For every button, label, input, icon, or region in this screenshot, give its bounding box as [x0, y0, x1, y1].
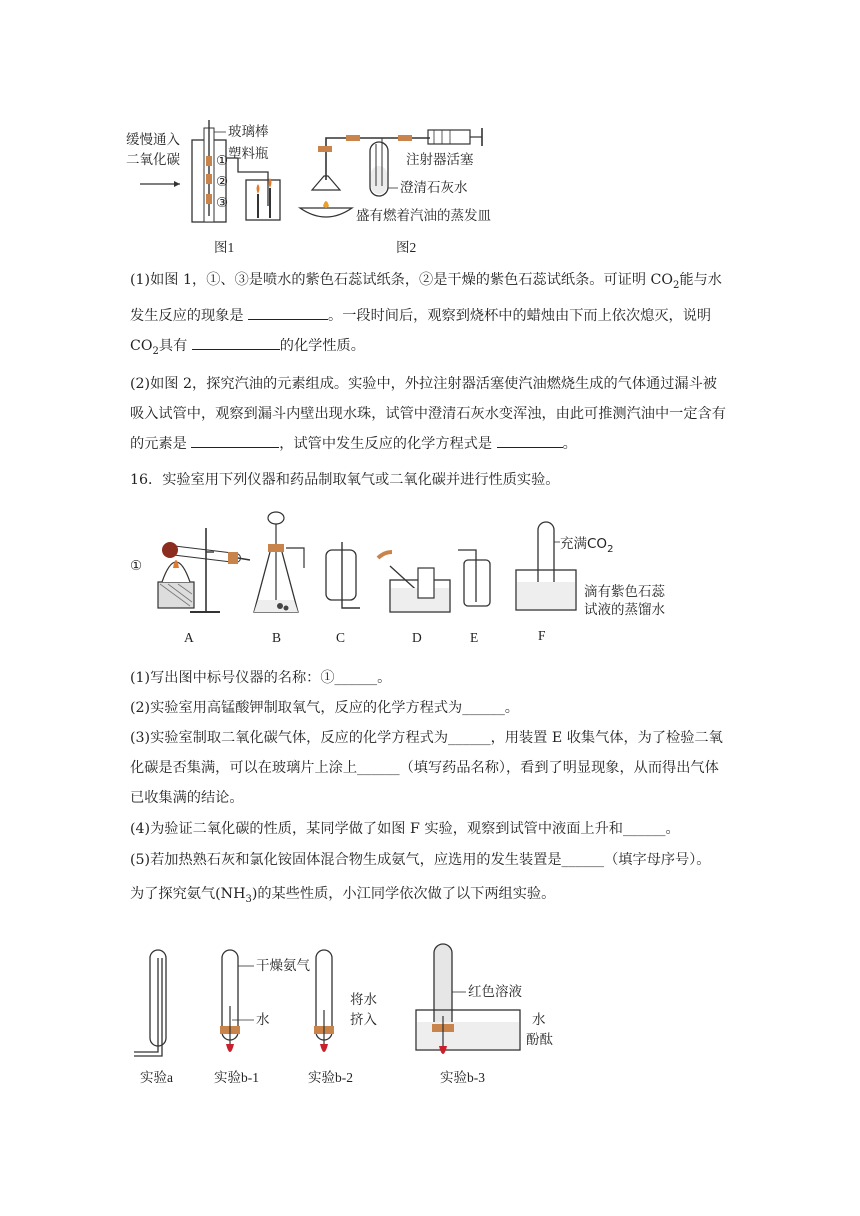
syringe-piston-label: 注射器活塞: [406, 152, 474, 168]
caption-b1: 实验b-1: [214, 1070, 259, 1085]
q15-part2: [130, 369, 730, 459]
ammonia-text: 为了探究氨气(NH: [130, 886, 246, 902]
phenol-label: 酚酞: [526, 1032, 553, 1048]
slow-in-label-1: 缓慢通入: [126, 132, 180, 148]
mark-2: ②: [216, 174, 229, 190]
q16-q2: (2)实验室用高锰酸钾制取氧气，反应的化学方程式为______。: [130, 700, 519, 716]
glass-rod-label: 玻璃棒: [228, 124, 269, 140]
caption-b3: 实验b-3: [440, 1070, 485, 1085]
q15-p1-d: 具有: [158, 337, 192, 354]
water2-label: 水: [532, 1012, 546, 1028]
q16-q5: (5)若加热熟石灰和氯化铵固体混合物生成氨气，应选用的发生装置是______（填字母序号）。: [130, 852, 711, 868]
label-a: A: [184, 630, 194, 645]
dry-ammonia-label: 干燥氨气: [256, 958, 310, 974]
litmus-label-1: 滴有紫色石蕊: [584, 584, 665, 600]
caption-b2: 实验b-2: [308, 1070, 353, 1085]
nh3-sub: 3: [245, 893, 252, 905]
full-co2-text: 充满CO: [560, 536, 608, 552]
answer-blank[interactable]: [248, 305, 328, 320]
litmus-label-2: 试液的蒸馏水: [584, 602, 665, 618]
figure-1-2: [120, 110, 500, 260]
q15-p1-e: 的化学性质。: [279, 337, 365, 354]
q15-p1-b: 能与水发生反应的现象是: [130, 272, 722, 324]
q16-stem: 16．实验室用下列仪器和药品制取氧气或二氧化碳并进行性质实验。: [130, 472, 560, 488]
co2-sub: 2: [152, 345, 159, 357]
answer-blank[interactable]: [497, 433, 563, 448]
label-f: F: [538, 628, 546, 643]
dish-label: 盛有燃着汽油的蒸发皿: [356, 208, 491, 224]
answer-blank[interactable]: [191, 433, 279, 448]
water-label: 水: [256, 1012, 270, 1028]
ammonia-intro: [130, 879, 730, 915]
co2-sub: 2: [607, 544, 614, 555]
q16-q1: (1)写出图中标号仪器的名称：①______。: [130, 670, 392, 686]
q15-p2-b: ，试管中发生反应的化学方程式是: [279, 436, 497, 452]
caption-fig1: 图1: [214, 240, 235, 255]
label-b: B: [272, 630, 282, 645]
ammonia-end: )的某些性质，小江同学依次做了以下两组实验。: [251, 886, 556, 902]
mark-1: ①: [130, 558, 143, 574]
q16-q3: (3)实验室制取二氧化碳气体，反应的化学方程式为______，用装置 E 收集气体，为了检验二氧化碳是否集满，可以在玻璃片上涂上______（填写药品名称），看到了明显现象，从而得出气体已收集满的结论。: [130, 730, 723, 806]
mark-3: ③: [216, 195, 229, 211]
figure-apparatus: [128, 508, 698, 648]
label-c: C: [336, 630, 346, 645]
q15-p2-c: 。: [562, 436, 577, 452]
q15-p1-c: 。一段时间后，观察到烧杯中的蜡烛由下而上依次熄灭，说明 CO: [130, 307, 712, 354]
squeeze-label-2: 挤入: [350, 1012, 377, 1028]
q15-part1: [130, 265, 730, 367]
label-d: D: [412, 630, 422, 645]
caption-fig2: 图2: [396, 240, 417, 255]
slow-in-label-2: 二氧化碳: [126, 152, 180, 168]
plastic-bottle-label: 塑料瓶: [228, 146, 269, 162]
co2-sub: 2: [673, 279, 680, 291]
q15-p2-a: (2)如图 2，探究汽油的元素组成。实验中，外拉注射器活塞使汽油燃烧生成的气体通过漏斗被吸入试管中，观察到漏斗内壁出现水珠，试管中澄清石灰水变浑浊，由此可推测汽油中一定含有的元素是: [130, 376, 726, 452]
label-e: E: [470, 630, 479, 645]
caption-a: 实验a: [140, 1070, 173, 1085]
mark-1: ①: [216, 153, 229, 169]
figure-ammonia: [128, 940, 568, 1090]
full-co2-label: [560, 535, 613, 555]
limewater-label: 澄清石灰水: [400, 180, 468, 196]
squeeze-label-1: 将水: [350, 992, 377, 1008]
q15-p1-a: (1)如图 1，①、③是喷水的紫色石蕊试纸条，②是干燥的紫色石蕊试纸条。可证明 CO: [130, 272, 674, 288]
q16-q4: (4)为验证二氧化碳的性质，某同学做了如图 F 实验，观察到试管中液面上升和______。: [130, 821, 680, 837]
red-solution-label: 红色溶液: [468, 984, 522, 1000]
answer-blank[interactable]: [192, 335, 280, 350]
